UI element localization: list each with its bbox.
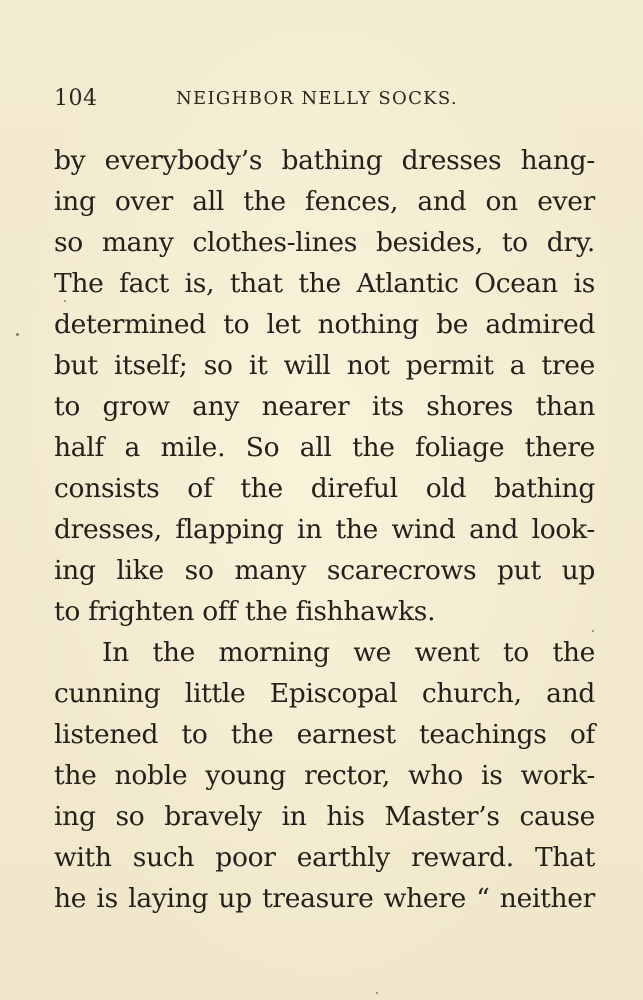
text-line: ing so bravely in his Master’s cause [54,801,595,832]
text-line: to grow any nearer its shores than [54,391,595,422]
text-line: half a mile. So all the foliage there [54,432,595,463]
page-header [54,86,597,118]
paragraph-end-line: to frighten off the fishhawks. [54,596,436,627]
text-line: by everybody’s bathing dresses hang- [54,145,595,176]
text-line: determined to let nothing be admired [54,309,595,340]
text-line: ing like so many scarecrows put up [54,555,595,586]
paper-speck [592,630,594,632]
paper-speck [376,992,378,994]
text-line: but itself; so it will not permit a tree [54,350,595,381]
paragraph-start-line: In the morning we went to the [102,637,595,668]
text-line: cunning little Episcopal church, and [54,678,595,709]
text-line: with such poor earthly reward. That [54,842,595,873]
text-line: consists of the direful old bathing [54,473,595,504]
paper-speck [64,300,66,302]
text-line: so many clothes-lines besides, to dry. [54,227,595,258]
text-line: dresses, flapping in the wind and look- [54,514,595,545]
running-head: NEIGHBOR NELLY SOCKS. [176,88,458,109]
paper-speck [16,333,19,336]
page-number: 104 [54,86,98,111]
text-line: the noble young rector, who is work- [54,760,595,791]
text-line: listened to the earnest teachings of [54,719,595,750]
body-text [54,140,595,919]
text-line: The fact is, that the Atlantic Ocean is [54,268,595,299]
text-line: ing over all the fences, and on ever [54,186,595,217]
text-line: he is laying up treasure where “ neither [54,883,595,914]
